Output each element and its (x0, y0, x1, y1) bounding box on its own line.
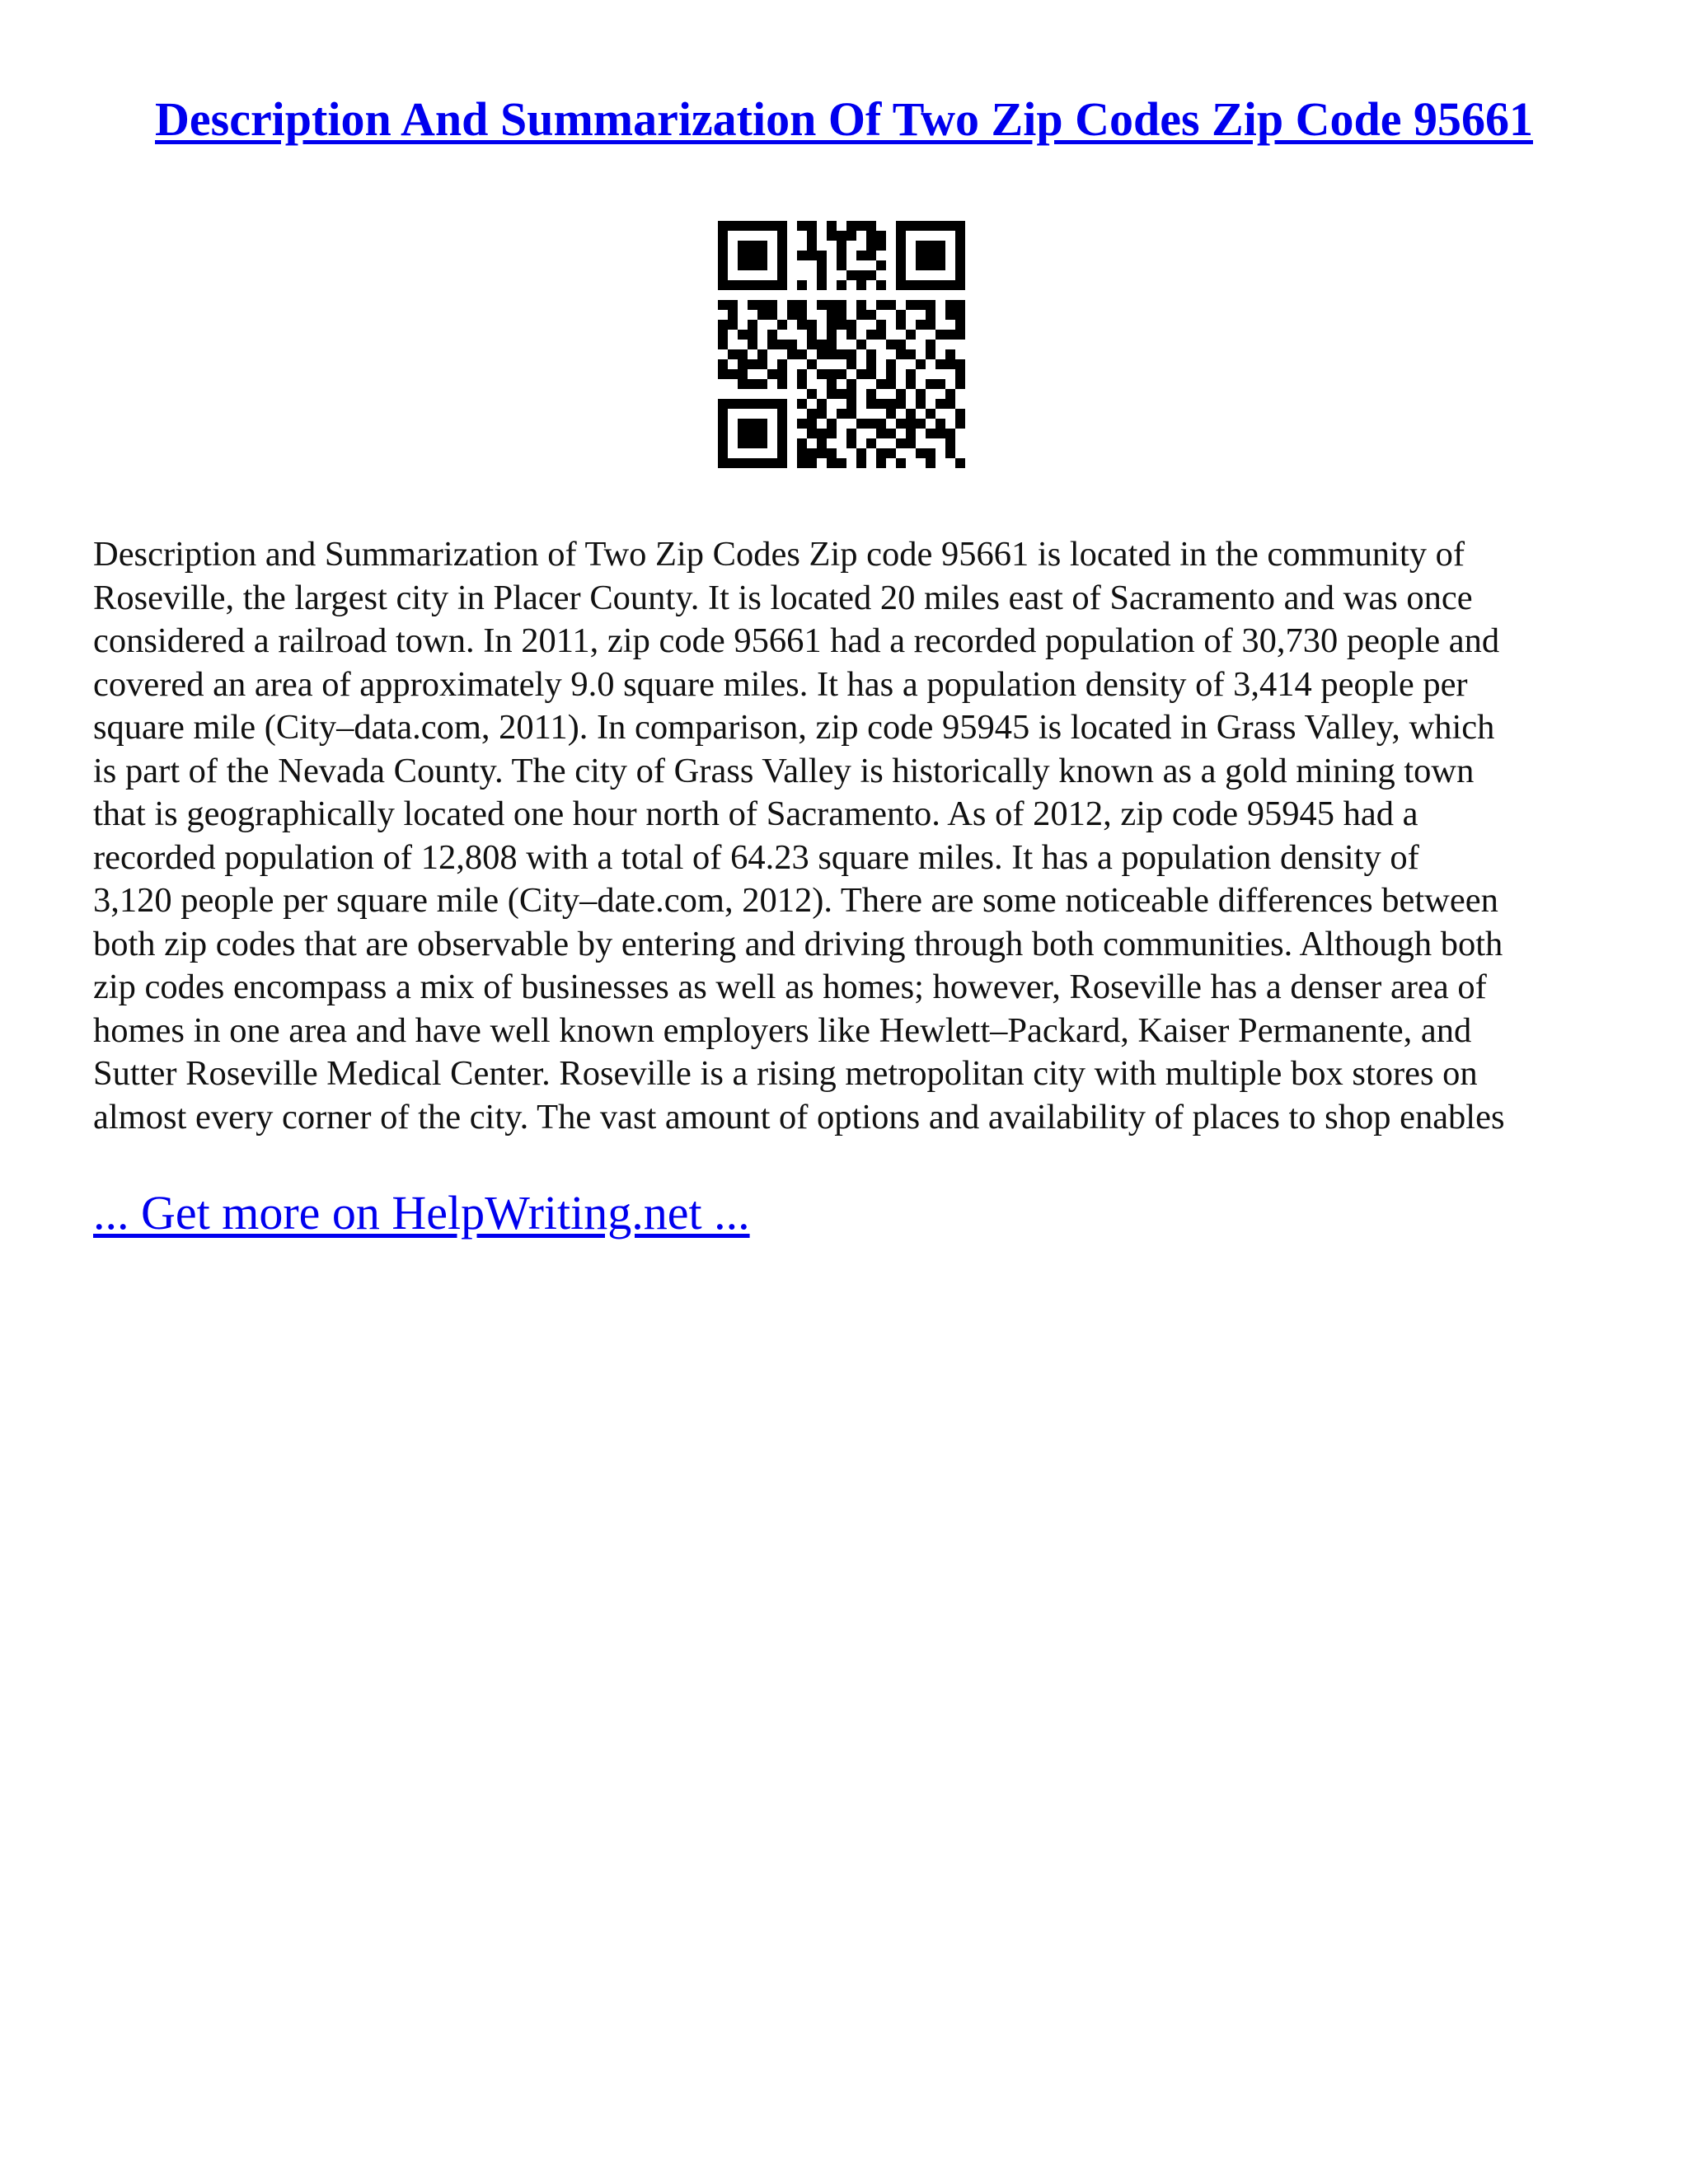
body-line: considered a railroad town. In 2011, zip code 95661 had a recorded population of 30,730 people and (93, 621, 1500, 660)
body-line: covered an area of approximately 9.0 square miles. It has a population density of 3,414 people per (93, 664, 1468, 704)
body-line: Roseville, the largest city in Placer County. It is located 20 miles east of Sacramento and was once (93, 578, 1473, 617)
body-line: 3,120 people per square mile (City–date.com, 2012). There are some noticeable differences between (93, 881, 1498, 920)
body-line: zip codes encompass a mix of businesses as well as homes; however, Roseville has a denser area of (93, 968, 1487, 1006)
article-body (93, 533, 1601, 1139)
body-line: that is geographically located one hour north of Sacramento. As of 2012, zip code 95945 had a (93, 794, 1418, 833)
get-more-link[interactable]: ... Get more on HelpWriting.net ... (93, 1186, 750, 1240)
body-line: both zip codes that are observable by entering and driving through both communities. Although both (93, 924, 1503, 963)
body-line: homes in one area and have well known employers like Hewlett–Packard, Kaiser Permanente, and (93, 1010, 1472, 1050)
document-title-link[interactable]: Description And Summarization Of Two Zip Codes Zip Code 95661 (155, 92, 1533, 146)
body-line: square mile (City–data.com, 2011). In comparison, zip code 95945 is located in Grass Valley, which (93, 708, 1495, 747)
body-line: Sutter Roseville Medical Center. Roseville is a rising metropolitan city with multiple box stores on (93, 1054, 1478, 1093)
body-line: Description and Summarization of Two Zip Codes Zip code 95661 is located in the community of (93, 535, 1465, 574)
qr-code-icon (718, 221, 965, 468)
body-line: almost every corner of the city. The vast amount of options and availability of places to shop enables (93, 1097, 1505, 1137)
body-line: recorded population of 12,808 with a total of 64.23 square miles. It has a population density of (93, 837, 1419, 877)
body-line: is part of the Nevada County. The city of Grass Valley is historically known as a gold mining town (93, 751, 1475, 790)
